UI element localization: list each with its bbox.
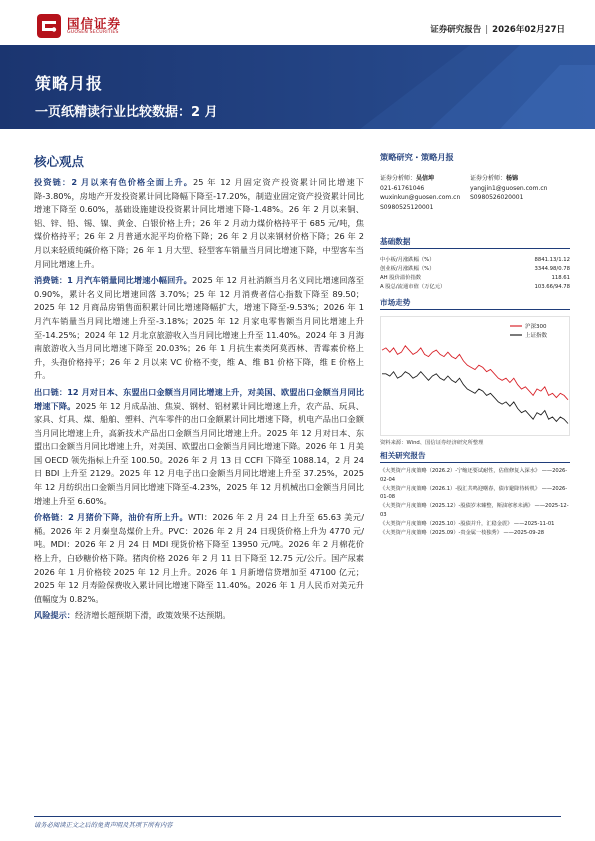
guosen-logo [36, 13, 146, 41]
footer-divider [34, 816, 561, 817]
chart-legend-label: 上证指数 [525, 333, 548, 339]
paragraph-text: 2025 年 12 月社消额当月名义同比增速回落至 0.90%，累计名义同比增速回落 3.70%；25 年 12 月消费者信心指数下降至 89.50；2025 年 12 月商品房销售面积累计同比增速降幅扩大，增速下降至-9.53%；2026 年 1 月汽车销量当月同比增速上升至-3.18%；2025 年 12 月家电零售额当月同比增速上升至-14.25%；2024 年 12 月北京旅游收入当月同比增速上升至 11.40%。2024 年 3 月海南旅游收入当月同比增速下降至 20.03%；26 年 1 月抗生素类阿莫西林、青霉素价格上升，头孢价格持平；26 年 2 月以来 VC 价格不变，维 A、维 B1 价格下降，维 E 价格上升。 [34, 275, 364, 381]
paragraph-consumption-chain [34, 274, 364, 383]
table-cell-label: AH 股价溢价指数 [380, 274, 422, 281]
section-title-core-views: 核心观点 [34, 154, 85, 169]
report-type [430, 23, 565, 35]
report-category: 证券研究报告 [430, 25, 482, 35]
table-cell-label: A 股总/流通市值（万亿元） [380, 283, 446, 290]
sidebar [380, 152, 570, 538]
analyst-card [470, 174, 547, 203]
page-title: 策略月报 [35, 74, 104, 93]
related-report-item[interactable]: 《大类资产月度策略（2025.10）-股债并升，汇稳金震》 ——2025-11-01 [380, 520, 555, 527]
sidebar-heading: 策略研究・策略月报 [380, 152, 454, 162]
basic-data-table [380, 255, 570, 291]
table-cell-label: 创业板/月涨跌幅（%） [380, 265, 435, 272]
table-cell-value: 3344.98/0.78 [534, 265, 570, 272]
paragraph-label: 投资链：2 月以来有色价格全面上升。 [34, 177, 194, 187]
paragraph-text: 2025 年 12 月成品油、焦炭、钢材、铝材累计同比增速上升，农产品、玩具、家具、灯具、煤、船舶、塑料、汽车零件的出口金额累计同比增速下降，机电产品出口金额当月同比增速上升，高新技术产品出口金额当月同比增速上升。2025 年 12 月对日本、东盟出口金额当月同比增速上升，对美国、欧盟出口金额当月同比增速下降。2026 年 1 月美国 OECD 领先指标上升至 100.50。2026 年 2 月 13 日 CCFI 下降至 1088.14，2 月 24 日 BDI 上升至 2129。2025 年 12 月电子出口金额当月同比增速上升至 37.25%，2025 年 12 月纺织出口金额当月同比增速下降至-4.23%，2025 年 12 月机械出口金额当月同比增速上升至 6.60%。 [34, 400, 364, 506]
core-views-body [34, 176, 364, 626]
related-reports-title: 相关研究报告 [380, 450, 570, 463]
paragraph-investment-chain [34, 176, 364, 271]
table-cell-value: 8841.13/1.12 [534, 256, 570, 263]
chart-series-line-1 [382, 372, 568, 424]
market-trend-chart-svg [380, 316, 570, 436]
paragraph-text: 经济增长超预期下滑，政策效果不达预期。 [74, 610, 231, 621]
analyst-phone: 021-61761046 [380, 184, 425, 192]
paragraph-label: 风险提示： [34, 610, 75, 621]
paragraph-price-chain [34, 511, 364, 606]
chart-legend-label: 沪深300 [525, 324, 547, 330]
paragraph-text: WTI：2026 年 2 月 24 日上升至 65.63 美元/桶。2026 年 2 月秦皇岛煤价上升。PVC：2026 年 2 月 24 日现货价格上升为 4770 元/吨。MDI：2026 年 2 月 24 日 MDI 现货价格下降至 13950 元/吨。2026 年 2 月棉花价格上升，白砂糖价格下降。猪肉价格 2026 年 2 月 11 日下降至 12.75 元/公斤。国产尿素 2026 年 1 月价格较 2025 年 12 月上升。2026 年 1 月新增信贷增加至 47100 亿元；2025 年 12 月寿险保费收入累计同比增速下降至 11.40%。2026 年 1 月人民币对美元升值幅度为 0.82%。 [34, 512, 364, 604]
page-subtitle: 一页纸精读行业比较数据：2 月 [35, 105, 218, 120]
header-separator: | [485, 25, 489, 35]
analyst-title [470, 174, 547, 184]
paragraph-label: 出口链：12 月对日本、东盟出口金额当月同比增速上升，对美国、欧盟出口金额当月同比增速下降。 [34, 386, 364, 411]
analyst-block [380, 174, 570, 236]
related-report-item[interactable]: 《大类资产月度策略（2026.1）-股汇共鸣迎曙春，债市避降待转机》 ——2026-01-08 [380, 485, 568, 500]
table-cell-value: 103.66/94.78 [534, 283, 570, 290]
table-cell-value: 118.61 [551, 274, 570, 281]
title-banner [0, 45, 595, 129]
market-trend-title: 市场走势 [380, 297, 570, 310]
analyst-email: yangjin1@guosen.com.cn [470, 184, 548, 192]
logo-text-en: GUOSEN SECURITIES [67, 30, 119, 35]
paragraph-risk [34, 609, 364, 623]
table-row [380, 273, 570, 282]
related-reports-list [380, 467, 570, 537]
related-report-item[interactable]: 《大类资产月度策略（2025.12）-股债岁末臻整，斯油寒寒未满》 ——2025-12-03 [380, 503, 569, 518]
analyst-license: S0980526020001 [470, 194, 524, 202]
analyst-role: 证券分析师： [470, 175, 507, 182]
page-header [0, 0, 595, 44]
related-report-item[interactable]: 《大类资产月度策略（2025.09）-贵金属一枝独秀》 ——2025-09-28 [380, 529, 545, 536]
paragraph-label: 价格链：2 月猪价下降，油价有所上升。 [34, 512, 188, 523]
analyst-title [380, 174, 460, 184]
analyst-card [380, 174, 460, 212]
analyst-name: 杨锦 [506, 175, 519, 182]
paragraph-label: 消费链：1 月汽车销量同比增速小幅回升。 [34, 275, 192, 286]
table-row [380, 255, 570, 264]
table-cell-label: 中小板/月涨跌幅（%） [380, 256, 435, 263]
report-date: 2026年02月27日 [492, 25, 565, 35]
market-trend-chart [380, 316, 570, 436]
analyst-name: 吴信坤 [416, 175, 435, 182]
analyst-role: 证券分析师： [380, 175, 417, 182]
chart-series-line-0 [382, 346, 568, 400]
paragraph-export-chain [34, 386, 364, 508]
guosen-logo-icon [36, 13, 62, 39]
chart-source: 资料来源：Wind、国信证券经济研究所整理 [380, 440, 484, 446]
logo-text-cn: 国信证券 [67, 16, 122, 31]
footer-disclaimer: 请务必阅读正文之后的免责声明及其项下所有内容 [34, 822, 173, 829]
related-report-item[interactable]: 《大类资产月度策略（2026.2）-宁缩还要试耐性，估值修复入深水》 ——2026-02-04 [380, 468, 568, 483]
analyst-email: wuxinkun@guosen.com.cn [380, 194, 461, 202]
analyst-license: S0980525120001 [380, 203, 434, 211]
basic-data-title: 基础数据 [380, 236, 570, 249]
paragraph-text: 25 年 12 月固定资产投资累计同比增速下降-3.80%，房地产开发投资累计同比降幅下降至-17.20%，制造业固定资产投资累计同比增速下降至 0.60%，基础设施建设投资累计同比增速下降-1.48%。26 年 2 月以来铜、铝、锌、铅、锡、镍、黄金、白银价格上升；26 年 2 月动力煤价格持平于 685 元/吨，焦煤价格持平；26 年 2 月普通水泥平均价格下降；26 年 2 月以来钢材价格下降；26 年 2 月以来轻质纯碱价格下降；26 年 1 月大型、轻型客车销量当月同比增速下降，中型客车当月同比增速上升。 [34, 177, 364, 269]
table-row [380, 264, 570, 273]
table-row [380, 282, 570, 291]
